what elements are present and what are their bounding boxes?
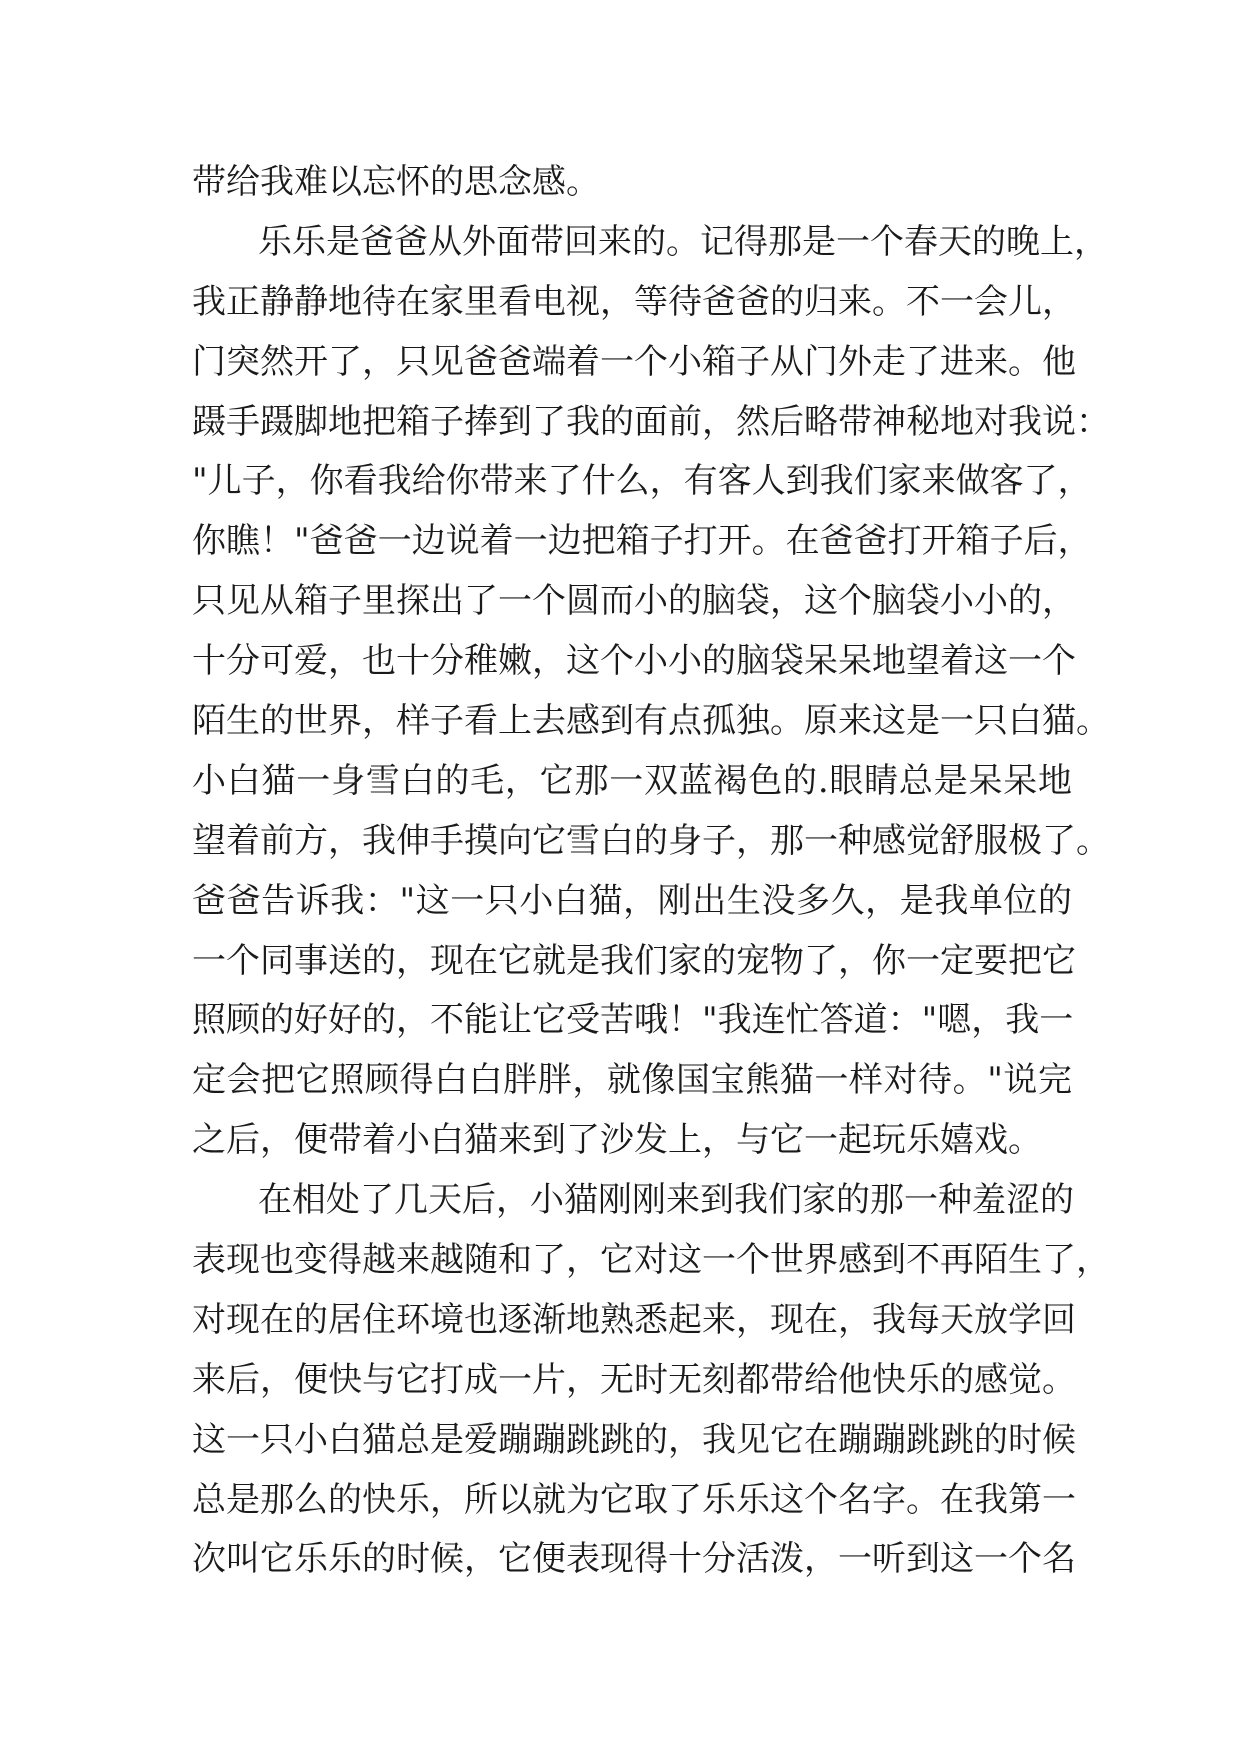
text-line: 来后，便快与它打成一片，无时无刻都带给他快乐的感觉。 bbox=[192, 1359, 1076, 1400]
text-line: 对现在的居住环境也逐渐地熟悉起来，现在，我每天放学回 bbox=[192, 1299, 1076, 1340]
body-text bbox=[192, 162, 1110, 1600]
text-line: 只见从箱子里探出了一个圆而小的脑袋，这个脑袋小小的， bbox=[192, 581, 1076, 622]
text-line: 总是那么的快乐，所以就为它取了乐乐这个名字。在我第一 bbox=[192, 1479, 1076, 1520]
text-line: 带给我难以忘怀的思念感。 bbox=[192, 162, 600, 202]
text-line: 表现也变得越来越随和了，它对这一个世界感到不再陌生了， bbox=[192, 1240, 1110, 1281]
text-line: 门突然开了，只见爸爸端着一个小箱子从门外走了进来。他 bbox=[192, 341, 1076, 382]
text-line: 照顾的好好的，不能让它受苦哦！"我连忙答道："嗯，我一 bbox=[192, 1000, 1074, 1041]
text-line: 一个同事送的，现在它就是我们家的宠物了，你一定要把它 bbox=[192, 940, 1076, 981]
text-line: 蹑手蹑脚地把箱子捧到了我的面前，然后略带神秘地对我说： bbox=[192, 401, 1110, 442]
text-line: 我正静静地待在家里看电视，等待爸爸的归来。不一会儿， bbox=[192, 281, 1076, 322]
text-line: 小白猫一身雪白的毛，它那一双蓝褐色的.眼睛总是呆呆地 bbox=[192, 760, 1072, 801]
text-line: "儿子，你看我给你带来了什么，有客人到我们家来做客了， bbox=[192, 461, 1092, 502]
text-line: 你瞧！"爸爸一边说着一边把箱子打开。在爸爸打开箱子后， bbox=[192, 521, 1092, 562]
text-line: 定会把它照顾得白白胖胖，就像国宝熊猫一样对待。"说完 bbox=[192, 1060, 1072, 1101]
paragraph-first-line: 在相处了几天后，小猫刚刚来到我们家的那一种羞涩的 bbox=[258, 1180, 1074, 1221]
text-line: 十分可爱，也十分稚嫩，这个小小的脑袋呆呆地望着这一个 bbox=[192, 641, 1076, 682]
text-line: 陌生的世界，样子看上去感到有点孤独。原来这是一只白猫。 bbox=[192, 701, 1110, 742]
text-line: 爸爸告诉我："这一只小白猫，刚出生没多久，是我单位的 bbox=[192, 880, 1072, 921]
paragraph-first-line: 乐乐是爸爸从外面带回来的。记得那是一个春天的晚上， bbox=[258, 221, 1108, 262]
text-line: 望着前方，我伸手摸向它雪白的身子，那一种感觉舒服极了。 bbox=[192, 820, 1110, 861]
text-line: 之后，便带着小白猫来到了沙发上，与它一起玩乐嬉戏。 bbox=[192, 1120, 1042, 1161]
text-line: 次叫它乐乐的时候，它便表现得十分活泼，一听到这一个名 bbox=[192, 1539, 1076, 1580]
text-line: 这一只小白猫总是爱蹦蹦跳跳的，我见它在蹦蹦跳跳的时候 bbox=[192, 1419, 1076, 1460]
